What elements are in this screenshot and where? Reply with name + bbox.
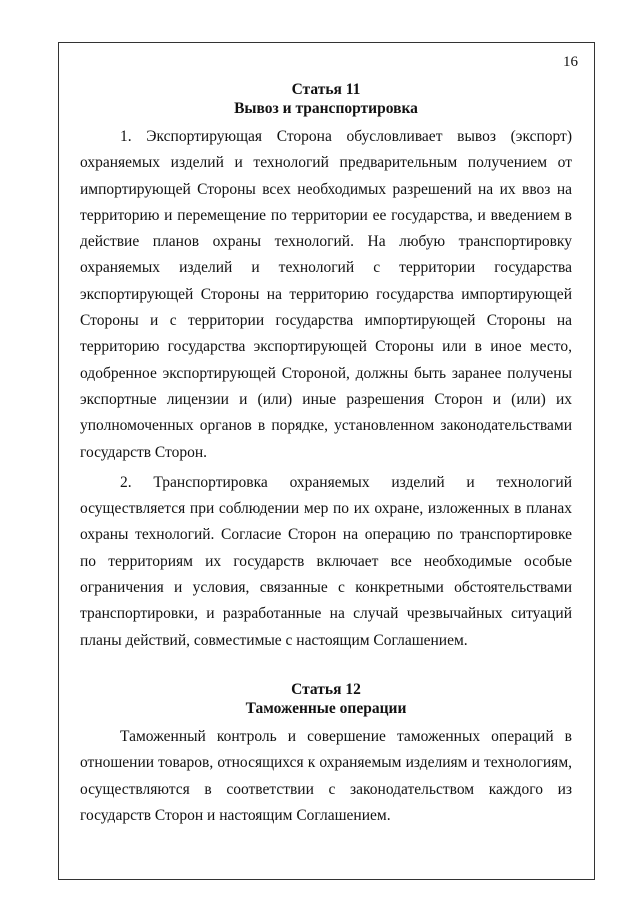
article-11-number: Статья 11 bbox=[291, 81, 361, 98]
article-12 bbox=[80, 680, 572, 829]
section-spacer bbox=[80, 654, 572, 680]
article-12-title: Таможенные операции bbox=[245, 699, 407, 717]
article-12-number: Статья 12 bbox=[291, 680, 361, 698]
article-11-paragraph-2: 2. Транспортировка охраняемых изделий и технологий осуществляется при соблюдении мер по их охране, изложенных в планах охраны технологий. Согласие Сторон на операцию по транспортировке по территориям их государств включает все необходимые особые ограничения и условия, связанные с конкретными обстоятельствами транспортировки, и разработанные на случай чрезвычайных ситуаций планы действий, совместимые с настоящим Соглашением. bbox=[80, 473, 572, 649]
article-11 bbox=[80, 80, 572, 654]
article-12-paragraph-1: Таможенный контроль и совершение таможенных операций в отношении товаров, относящихся к охраняемым изделиям и технологиям, осуществляются в соответствии с законодательством каждого из государств Сторон и настоящим Соглашением. bbox=[80, 727, 572, 824]
article-11-title: Вывоз и транспортировка bbox=[234, 100, 418, 117]
document-body bbox=[80, 80, 572, 829]
page-number: 16 bbox=[563, 54, 578, 70]
article-11-paragraph-1: 1. Экспортирующая Сторона обусловливает вывоз (экспорт) охраняемых изделий и технологий предварительным получением от импортирующей Стороны всех необходимых разрешений на их ввоз на территорию и перемещение по территории ее государства, и введением в действие планов охраны технологий. На любую транспортировку охраняемых изделий и технологий с территории государства экспортирующей Стороны на территорию государства импортирующей Стороны и с территории государства импортирующей Стороны на территорию государства экспортирующей Стороны или в иное место, одобренное экспортирующей Стороной, должны быть заранее получены экспортные лицензии и (или) иные разрешения Сторон и (или) их уполномоченных органов в порядке, установленном законодательствами государств Сторон. bbox=[80, 128, 572, 461]
